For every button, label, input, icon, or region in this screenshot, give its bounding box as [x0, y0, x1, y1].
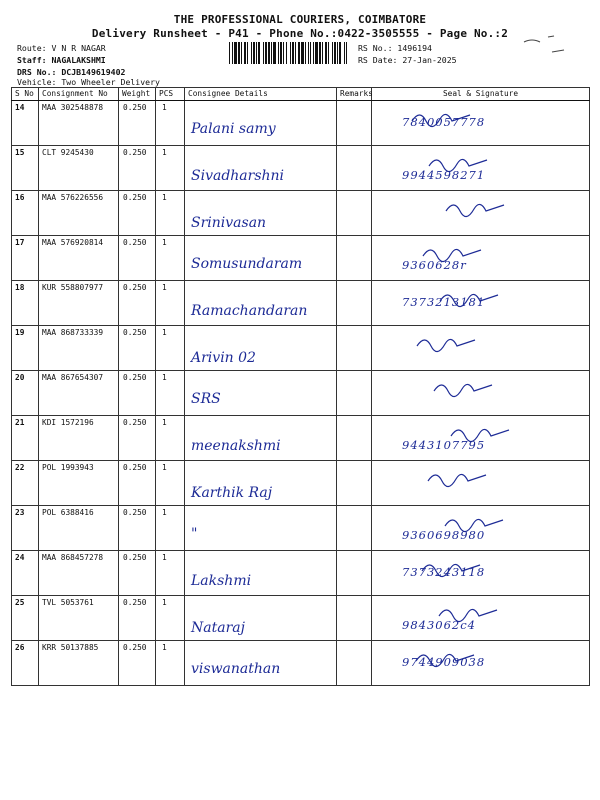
serial-number-cell: 15	[12, 146, 39, 191]
table-row	[12, 416, 590, 461]
consignment-number-cell: MAA 868733339	[39, 326, 119, 371]
pieces-cell: 1	[156, 281, 185, 326]
column-header: Weight	[119, 88, 156, 101]
consignee-name-handwritten: viswanathan	[191, 661, 281, 677]
weight-cell: 0.250	[119, 191, 156, 236]
consignee-cell	[185, 236, 337, 281]
table-row	[12, 101, 590, 146]
consignee-name-handwritten: "	[191, 526, 198, 542]
pieces-cell: 1	[156, 371, 185, 416]
consignee-name-handwritten: Srinivasan	[191, 215, 267, 231]
seal-signature-cell	[372, 281, 590, 326]
consignment-number-cell: KUR 558807977	[39, 281, 119, 326]
table-row	[12, 641, 590, 686]
remarks-cell	[337, 641, 372, 686]
serial-number-cell: 17	[12, 236, 39, 281]
remarks-cell	[337, 191, 372, 236]
consignee-name-handwritten: Nataraj	[191, 620, 245, 636]
consignee-name-handwritten: Karthik Raj	[191, 485, 273, 501]
consignee-cell	[185, 461, 337, 506]
remarks-cell	[337, 146, 372, 191]
weight-cell: 0.250	[119, 551, 156, 596]
receiver-phone-handwritten: 9744909038	[402, 655, 486, 669]
serial-number-cell: 20	[12, 371, 39, 416]
table-row	[12, 506, 590, 551]
serial-number-cell: 16	[12, 191, 39, 236]
consignee-cell	[185, 146, 337, 191]
seal-signature-cell	[372, 461, 590, 506]
weight-cell: 0.250	[119, 146, 156, 191]
serial-number-cell: 14	[12, 101, 39, 146]
consignment-number-cell: MAA 302548878	[39, 101, 119, 146]
signature-scribble-icon	[372, 371, 593, 415]
pieces-cell: 1	[156, 146, 185, 191]
pieces-cell: 1	[156, 596, 185, 641]
consignee-cell	[185, 641, 337, 686]
consignment-number-cell: KRR 50137885	[39, 641, 119, 686]
rs-number: RS No.: 1496194	[358, 43, 432, 53]
serial-number-cell: 22	[12, 461, 39, 506]
weight-cell: 0.250	[119, 101, 156, 146]
weight-cell: 0.250	[119, 281, 156, 326]
pieces-cell: 1	[156, 326, 185, 371]
seal-signature-cell	[372, 416, 590, 461]
column-header: Consignment No	[39, 88, 119, 101]
weight-cell: 0.250	[119, 461, 156, 506]
consignment-number-cell: TVL 5053761	[39, 596, 119, 641]
pieces-cell: 1	[156, 506, 185, 551]
consignment-number-cell: KDI 1572196	[39, 416, 119, 461]
pieces-cell: 1	[156, 551, 185, 596]
table-row	[12, 236, 590, 281]
consignee-name-handwritten: Sivadharshni	[191, 168, 285, 184]
table-row	[12, 146, 590, 191]
receiver-phone-handwritten: 7373213181	[402, 295, 486, 309]
remarks-cell	[337, 236, 372, 281]
consignee-name-handwritten: Lakshmi	[191, 573, 252, 589]
pieces-cell: 1	[156, 101, 185, 146]
table-row	[12, 326, 590, 371]
consignee-name-handwritten: Somusundaram	[191, 256, 303, 272]
remarks-cell	[337, 596, 372, 641]
consignee-name-handwritten: Ramachandaran	[191, 303, 308, 319]
consignee-cell	[185, 371, 337, 416]
serial-number-cell: 24	[12, 551, 39, 596]
weight-cell: 0.250	[119, 416, 156, 461]
remarks-cell	[337, 326, 372, 371]
weight-cell: 0.250	[119, 236, 156, 281]
consignee-name-handwritten: Palani samy	[191, 121, 276, 137]
pieces-cell: 1	[156, 641, 185, 686]
consignee-cell	[185, 416, 337, 461]
serial-number-cell: 25	[12, 596, 39, 641]
pieces-cell: 1	[156, 236, 185, 281]
weight-cell: 0.250	[119, 326, 156, 371]
consignment-number-cell: MAA 868457278	[39, 551, 119, 596]
receiver-phone-handwritten: 9443107795	[402, 438, 486, 452]
corner-mark-icon	[518, 28, 568, 58]
company-title: THE PROFESSIONAL COURIERS, COIMBATORE	[173, 13, 427, 26]
column-header: PCS	[156, 88, 185, 101]
runsheet-title: Delivery Runsheet - P41 - Phone No.:0422-3505555 - Page No.:2	[91, 27, 509, 40]
signature-scribble-icon	[372, 191, 593, 235]
seal-signature-cell	[372, 101, 590, 146]
column-header: Consignee Details	[185, 88, 337, 101]
receiver-phone-handwritten: 7840057778	[402, 115, 486, 129]
column-header: S No	[12, 88, 39, 101]
consignee-cell	[185, 281, 337, 326]
serial-number-cell: 26	[12, 641, 39, 686]
signature-scribble-icon	[372, 461, 593, 505]
serial-number-cell: 18	[12, 281, 39, 326]
seal-signature-cell	[372, 236, 590, 281]
serial-number-cell: 19	[12, 326, 39, 371]
weight-cell: 0.250	[119, 506, 156, 551]
pieces-cell: 1	[156, 461, 185, 506]
column-header: Remarks	[337, 88, 372, 101]
column-header: Seal & Signature	[372, 88, 590, 101]
consignee-cell	[185, 191, 337, 236]
seal-signature-cell	[372, 191, 590, 236]
consignee-cell	[185, 551, 337, 596]
consignee-name-handwritten: Arivin 02	[191, 350, 256, 366]
table-row	[12, 191, 590, 236]
barcode-image	[229, 42, 347, 64]
remarks-cell	[337, 506, 372, 551]
consignment-number-cell: CLT 9245430	[39, 146, 119, 191]
seal-signature-cell	[372, 326, 590, 371]
receiver-phone-handwritten: 9360628r	[402, 258, 467, 272]
table-row	[12, 596, 590, 641]
remarks-cell	[337, 101, 372, 146]
serial-number-cell: 21	[12, 416, 39, 461]
staff-label: Staff: NAGALAKSHMI	[17, 55, 106, 65]
remarks-cell	[337, 551, 372, 596]
drs-number: DRS No.: DCJB149619402	[17, 67, 126, 77]
consignment-number-cell: MAA 576920814	[39, 236, 119, 281]
table-row	[12, 551, 590, 596]
remarks-cell	[337, 371, 372, 416]
table-header-row	[12, 88, 590, 101]
remarks-cell	[337, 461, 372, 506]
remarks-cell	[337, 281, 372, 326]
runsheet-table	[11, 87, 590, 686]
weight-cell: 0.250	[119, 596, 156, 641]
seal-signature-cell	[372, 551, 590, 596]
remarks-cell	[337, 416, 372, 461]
table-row	[12, 281, 590, 326]
seal-signature-cell	[372, 596, 590, 641]
rs-date: RS Date: 27-Jan-2025	[358, 55, 457, 65]
seal-signature-cell	[372, 371, 590, 416]
consignment-number-cell: POL 6388416	[39, 506, 119, 551]
weight-cell: 0.250	[119, 371, 156, 416]
consignee-cell	[185, 101, 337, 146]
receiver-phone-handwritten: 9944598271	[402, 168, 486, 182]
table-row	[12, 371, 590, 416]
consignment-number-cell: POL 1993943	[39, 461, 119, 506]
route-label: Route: V N R NAGAR	[17, 43, 106, 53]
weight-cell: 0.250	[119, 641, 156, 686]
table-row	[12, 461, 590, 506]
pieces-cell: 1	[156, 416, 185, 461]
seal-signature-cell	[372, 146, 590, 191]
serial-number-cell: 23	[12, 506, 39, 551]
consignee-name-handwritten: meenakshmi	[191, 438, 281, 454]
consignment-number-cell: MAA 867654307	[39, 371, 119, 416]
receiver-phone-handwritten: 7373243118	[402, 565, 486, 579]
consignee-cell	[185, 506, 337, 551]
seal-signature-cell	[372, 506, 590, 551]
consignee-cell	[185, 326, 337, 371]
receiver-phone-handwritten: 9360698980	[402, 528, 486, 542]
consignee-cell	[185, 596, 337, 641]
consignee-name-handwritten: SRS	[191, 391, 221, 407]
vehicle-label: Vehicle: Two Wheeler Delivery	[17, 77, 160, 87]
signature-scribble-icon	[372, 326, 593, 370]
consignment-number-cell: MAA 576226556	[39, 191, 119, 236]
receiver-phone-handwritten: 9843062c4	[402, 618, 476, 632]
seal-signature-cell	[372, 641, 590, 686]
pieces-cell: 1	[156, 191, 185, 236]
